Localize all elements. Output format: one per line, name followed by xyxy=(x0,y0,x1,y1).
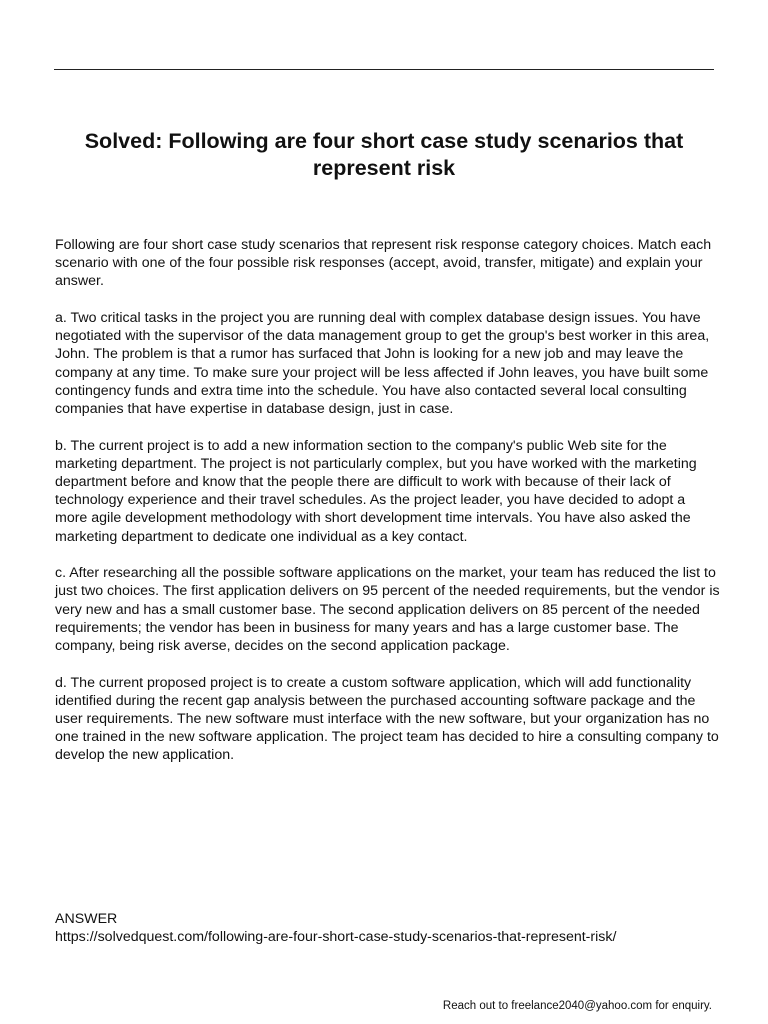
scenario-a-paragraph: a. Two critical tasks in the project you are running deal with complex database design issues. You have negotiated with the supervisor of the data management group to get the group's best worker in this area, John. The problem is that a rumor has surfaced that John is looking for a new job and may leave the company at any time. To make sure your project will be less affected if John leaves, you have built some contingency funds and extra time into the schedule. You have also contacted several local consulting companies that have expertise in database design, just in case. xyxy=(55,310,710,418)
document-body xyxy=(55,236,721,783)
answer-section xyxy=(55,910,735,946)
top-divider xyxy=(54,69,714,70)
scenario-c-paragraph: c. After researching all the possible software applications on the market, your team has reduced the list to just two choices. The first application delivers on 95 percent of the needed requirements, but the vendor is very new and has a small customer base. The second application delivers on 85 percent of the needed requirements; the vendor has been in business for many years and has a large customer base. The company, being risk averse, decides on the second application package. xyxy=(55,565,720,655)
page-title: Solved: Following are four short case study scenarios that represent risk xyxy=(84,129,684,180)
scenario-d-paragraph: d. The current proposed project is to create a custom software application, which will add functionality identified during the recent gap analysis between the purchased accounting software package and the user requirements. The new software must interface with the new software, but your organization has no one trained in the new software application. The project team has decided to hire a consulting company to develop the new application. xyxy=(55,674,719,764)
scenario-b-paragraph: b. The current project is to add a new information section to the company's public Web site for the marketing department. The project is not particularly complex, but you have worked with the marketing department before and know that the people there are difficult to work with because of their lack of technology experience and their travel schedules. As the project leader, you have decided to adopt a more agile development methodology with short development time intervals. You have also asked the marketing department to dedicate one individual as a key contact. xyxy=(55,437,697,545)
intro-paragraph: Following are four short case study scenarios that represent risk response category choices. Match each scenario with one of the four possible risk responses (accept, avoid, transfer, mitigate) and explain your answer. xyxy=(55,237,712,290)
answer-label: ANSWER xyxy=(55,911,118,927)
answer-link[interactable]: https://solvedquest.com/following-are-four-short-case-study-scenarios-that-represent-risk/ xyxy=(55,929,617,946)
footer-contact: Reach out to freelance2040@yahoo.com for enquiry. xyxy=(442,1000,712,1012)
